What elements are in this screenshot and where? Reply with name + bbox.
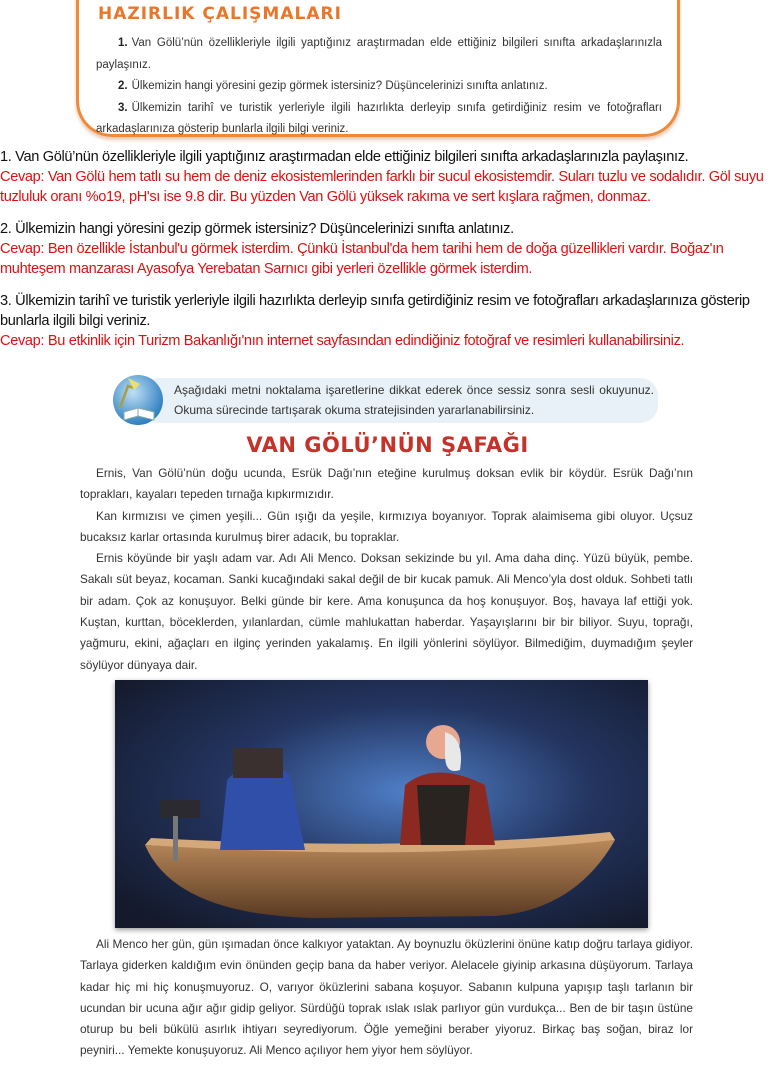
answer: Cevap: Ben özellikle İstanbul'u görmek isterdim. Çünkü İstanbul'da hem tarihi hem de doğa güzellikleri vardır. Boğaz'ın muhteşem manzarası Ayasofya Yerebatan Sarnıcı gibi yerleri özellikle görmek isterdim. [0,241,724,277]
item-text: Ülkemizin hangi yöresini gezip görmek istersiniz? Düşüncelerinizi sınıfta anlatınız. [131,80,548,92]
item-text: Van Gölü’nün özellikleriyle ilgili yaptığınız araştırmadan elde ettiğiniz bilgileri sınıfta arkadaşlarınızla paylaşınız. [96,37,662,71]
question: 3. Ülkemizin tarihî ve turistik yerleriyle ilgili hazırlıkta derleyip sınıfa getirdiğiniz resim ve fotoğrafları arkadaşlarınıza gösterip bunlarla ilgili bilgi veriniz. [0,293,750,329]
qa-block [0,147,775,207]
reading-lamp-book-icon [110,372,164,426]
preparation-title: HAZIRLIK ÇALIŞMALARI [98,4,342,24]
preparation-item [96,98,662,141]
story-title: VAN GÖLÜ’NÜN ŞAFAĞI [246,433,529,457]
story-paragraph: Ali Menco her gün, gün ışımadan önce kalkıyor yataktan. Ay boynuzlu öküzlerini önüne katıp doğru tarlaya gidiyor. Tarlaya giderken kaldığım evin önünden geçip bana da haber veriyor. Alelacele giyinip arkasına düşüyorum. Tarlaya kadar hiç mi hiç konuşmuyoruz. O, varıyor öküzlerini sabana koşuyor. Sabanın kulpuna yapışıp taşlı tarlanın bir ucundan bir ucuna ağır ağır gidip geliyor. Sürdüğü toprak ıslak ıslak parlıyor gün vurdukça... Ben de bir taşın üstüne oturup bu beli bükülü asırlık ihtiyarı seyrediyorum. Öğle yemeğini beraber yiyoruz. Birkaç baş soğan, biraz lor peyniri... Yemekte konuşuyoruz. Ali Menco açılıyor hem yiyor hem söylüyor. [80,937,693,1058]
preparation-item [96,33,662,76]
boat-illustration [115,680,648,928]
answer: Cevap: Van Gölü hem tatlı su hem de deniz ekosistemlerinden farklı bir sucul ekosistemdir. Suları tuzlu ve sodalıdır. Göl suyu tuzluluk oranı %o19, pH'sı ise 9.8 dir. Bu yüzden Van Gölü yüksek rakıma ve sert kışlara rağmen, donmaz. [0,169,764,205]
preparation-item [96,76,662,98]
item-number: 1. [118,37,128,49]
story-paragraph: Ernis, Van Gölü’nün doğu ucunda, Esrük Dağı’nın eteğine kurulmuş doksan evlik bir köydür. Esrük Dağı’nın toprakları, kayaları tepeden tırnağa kıpkırmızıdır. [80,466,693,502]
answers-section [0,147,775,363]
story-text-continued [80,934,693,1062]
item-number: 3. [118,101,128,114]
story-text [80,463,693,676]
story-paragraph: Kan kırmızısı ve çimen yeşili... Gün ışığı da yeşile, kırmızıya boyanıyor. Toprak alaimisema gibi oluyor. Uçsuz bucaksız karlar ortasında kurulmuş birer adacık, bu topraklar. [80,508,693,544]
item-number: 2. [118,80,128,92]
question: 1. Van Gölü’nün özellikleriyle ilgili yaptığınız araştırmadan elde ettiğiniz bilgileri sınıfta arkadaşlarınızla paylaşınız. [0,149,689,165]
answer: Cevap: Bu etkinlik için Turizm Bakanlığı'nın internet sayfasından edindiğiniz fotoğraf ve resimleri kullanabilirsiniz. [0,333,685,349]
preparation-list [96,33,662,141]
question: 2. Ülkemizin hangi yöresini gezip görmek istersiniz? Düşüncelerinizi sınıfta anlatınız. [0,221,514,237]
qa-block [0,291,775,351]
instruction-text: Aşağıdaki metni noktalama işaretlerine dikkat ederek önce sessiz sonra sesli okuyunuz. Okuma sürecinde tartışarak okuma stratejisinden yararlanabilirsiniz. [174,383,654,417]
story-paragraph: Ernis köyünde bir yaşlı adam var. Adı Ali Menco. Doksan sekizinde bu yıl. Ama daha dinç. Yüzü büyük, pembe. Sakalı süt beyaz, kocaman. Sanki kucağındaki sakal değil de bir kucak pamuk. Ali Menco’yla dost olduk. Sohbeti tatlı bir adam. Çok az konuşuyor. Belki günde bir kere. Ama konuşunca da hoş konuşuyor. Boş, havaya laf ettiği yok. Kuştan, kurttan, böceklerden, yılanlardan, cümle mahlukattan haberdar. Yaşayışlarını bir bir biliyor. Suyu, toprağı, yağmuru, ekini, ağaçları en ilginç yerinden yakalamış. En ilgili yönlerini söylüyor. Bilmediğim, duymadığım şeyler söylüyor dünyaya dair. [80,551,693,672]
item-text: Ülkemizin tarihî ve turistik yerleriyle ilgili hazırlıkta derleyip sınıfa getirdiğiniz resim ve fotoğrafları arkadaşlarınıza gösterip bunlarla ilgili bilgi veriniz. [96,101,662,135]
qa-block [0,219,775,279]
